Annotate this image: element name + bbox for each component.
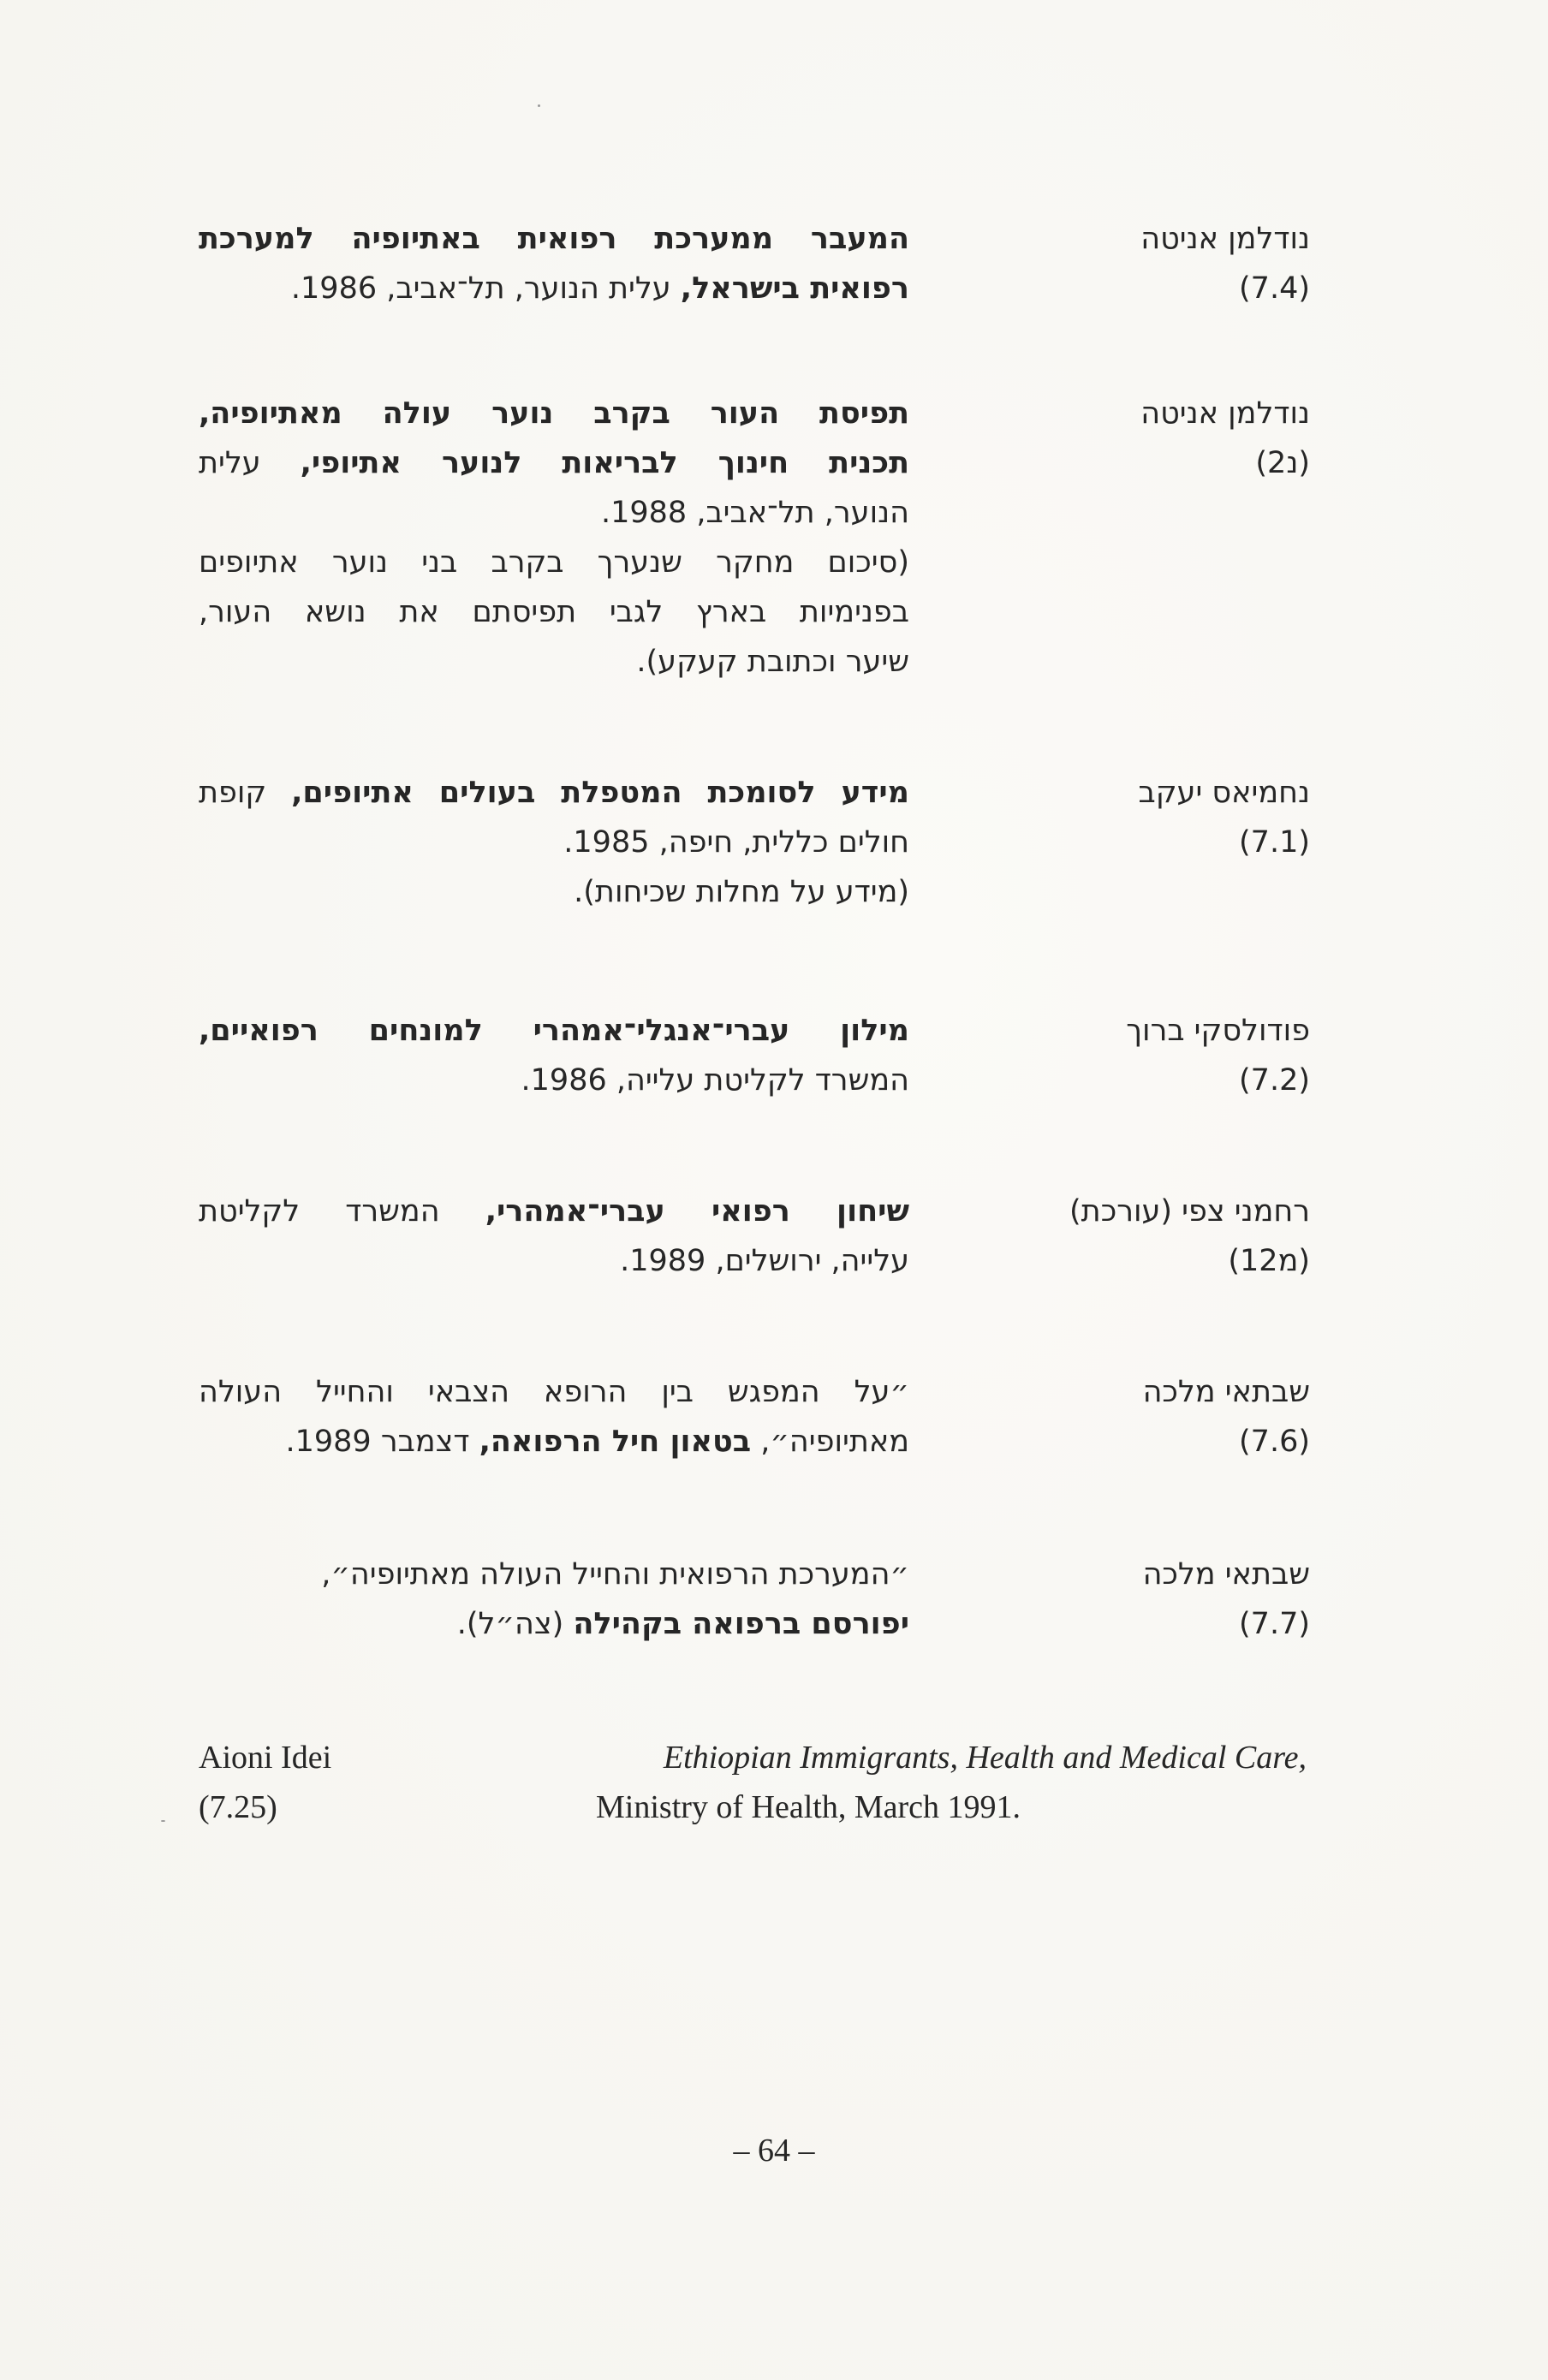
publisher-text: עלית — [199, 446, 301, 480]
citation-line — [199, 214, 909, 264]
publisher-text: המשרד לקליטת עלייה, 1986. — [521, 1063, 909, 1098]
author-column — [1002, 1187, 1310, 1286]
author-name: נחמיאס יעקב — [1138, 776, 1310, 810]
publisher-text: Ministry of Health, March 1991. — [596, 1789, 1021, 1825]
publisher-text: המשרד לקליטת — [199, 1194, 485, 1229]
title-text: מילון עברי־אנגלי־אמהרי למונחים רפואיים, — [199, 1014, 909, 1048]
author-column — [1002, 389, 1310, 488]
title-text: Ethiopian Immigrants, Health and Medical Care, — [663, 1740, 1307, 1776]
title-text: תכנית חינוך לבריאות לנוער אתיופי, — [300, 446, 909, 480]
note-text: בפנימיות בארץ לגבי תפיסתם את נושא העור, — [199, 595, 909, 629]
author-column — [1002, 1367, 1310, 1467]
publisher-text: חולים כללית, חיפה, 1985. — [563, 825, 909, 860]
citation-line — [199, 389, 909, 438]
author-column — [1002, 1550, 1310, 1649]
citation-text — [199, 1006, 909, 1105]
note-text: (מידע על מחלות שכיחות). — [574, 875, 909, 909]
paper-speck — [538, 104, 540, 107]
author-column — [1002, 768, 1310, 867]
journal-text: יפורסם ברפואה בקהילה — [573, 1607, 909, 1641]
publisher-text: עלית הנוער, תל־אביב, 1986. — [290, 271, 681, 306]
note-text: שיער וכתובת קעקע). — [636, 645, 909, 679]
title-text: המעבר ממערכת רפואית באתיופיה למערכת — [199, 222, 909, 256]
title-text: מידע לסומכת המטפלת בעולים אתיופים, — [291, 776, 910, 810]
citation-line — [199, 1187, 909, 1236]
publisher-text: קופת — [199, 776, 292, 810]
catalog-code: (7.6) — [1239, 1425, 1310, 1459]
citation-line — [199, 1599, 909, 1649]
citation-text — [199, 768, 909, 917]
citation-text — [199, 214, 909, 313]
publisher-text: הנוער, תל־אביב, 1988. — [600, 496, 909, 530]
citation-line — [199, 538, 909, 587]
page-number: – 64 – — [733, 2133, 815, 2169]
author-name: Aioni Idei — [199, 1740, 332, 1776]
catalog-code: (נ2) — [1255, 446, 1310, 480]
citation-line — [199, 818, 909, 867]
citation-line — [199, 867, 909, 917]
title-text: ״המערכת הרפואית והחייל העולה מאתיופיה״, — [321, 1557, 909, 1592]
citation-text — [199, 389, 909, 687]
catalog-code: (7.7) — [1239, 1607, 1310, 1641]
citation-text — [199, 1187, 909, 1286]
citation-line — [199, 1006, 909, 1056]
catalog-code: (מ12) — [1228, 1244, 1310, 1278]
author-column — [1002, 214, 1310, 313]
author-name: שבתאי מלכה — [1142, 1375, 1310, 1409]
citation-text — [199, 1367, 909, 1467]
title-text: מאתיופיה״, — [751, 1425, 909, 1459]
citation-line — [199, 1367, 909, 1417]
title-text: רפואית בישראל, — [680, 271, 909, 306]
citation-line — [199, 1236, 909, 1286]
citation-line — [199, 438, 909, 488]
title-text: תפיסת העור בקרב נוער עולה מאתיופיה, — [199, 396, 909, 431]
catalog-code: (7.25) — [199, 1789, 277, 1825]
note-text: (צה״ל). — [456, 1607, 574, 1641]
title-text: שיחון רפואי עברי־אמהרי, — [485, 1194, 909, 1229]
author-column — [1002, 1006, 1310, 1105]
citation-line — [199, 488, 909, 538]
citation-line — [199, 1550, 909, 1599]
publisher-text: עלייה, ירושלים, 1989. — [620, 1244, 909, 1278]
author-name: פודולסקי ברוך — [1126, 1014, 1310, 1048]
author-name: נודלמן אניטה — [1140, 222, 1310, 256]
title-text: ״על המפגש בין הרופא הצבאי והחייל העולה — [199, 1375, 909, 1409]
citation-line — [199, 1056, 909, 1105]
catalog-code: (7.4) — [1239, 271, 1310, 306]
author-name: שבתאי מלכה — [1142, 1557, 1310, 1592]
paper-speck — [161, 1820, 165, 1822]
date-text: דצמבר 1989. — [285, 1425, 479, 1459]
citation-line — [199, 264, 909, 313]
note-text: (סיכום מחקר שנערך בקרב בני נוער אתיופים — [199, 545, 909, 580]
author-name: רחמני צפי (עורכת) — [1069, 1194, 1310, 1229]
journal-text: בטאון חיל הרפואה, — [479, 1425, 752, 1459]
citation-line — [199, 1417, 909, 1467]
author-name: נודלמן אניטה — [1140, 396, 1310, 431]
citation-line — [199, 637, 909, 687]
catalog-code: (7.1) — [1239, 825, 1310, 860]
citation-text — [199, 1550, 909, 1649]
citation-line — [199, 768, 909, 818]
citation-line — [199, 587, 909, 637]
catalog-code: (7.2) — [1239, 1063, 1310, 1098]
